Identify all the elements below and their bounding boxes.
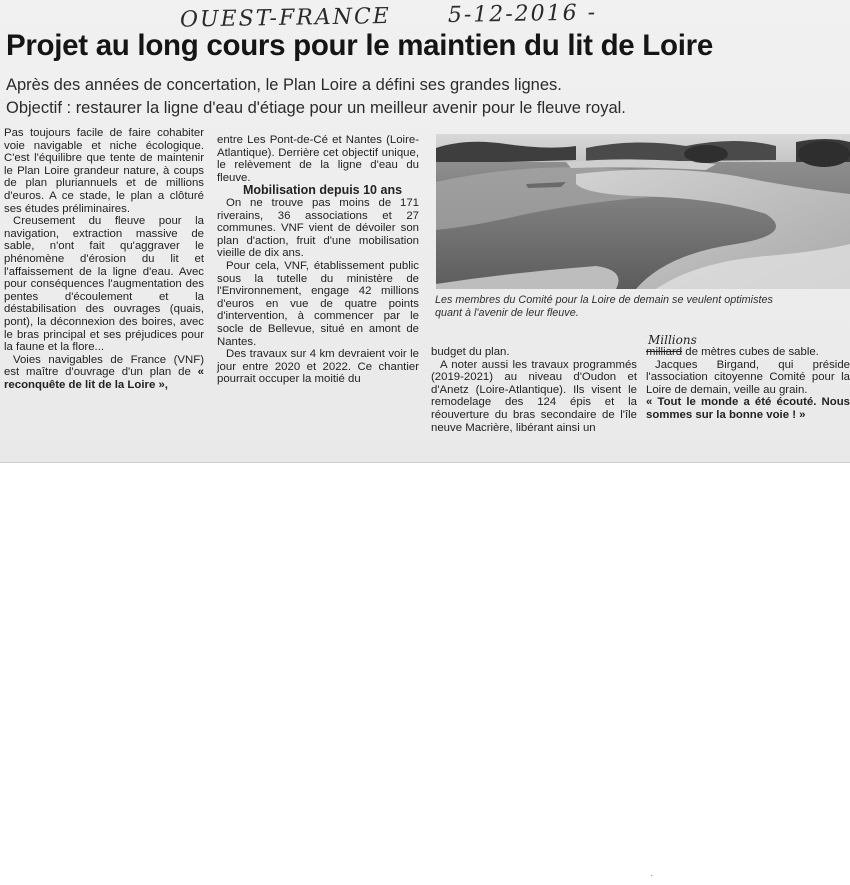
closing-quote: « Tout le monde a été écouté. Nous sommes sur la bonne voie ! » <box>646 396 850 421</box>
caption-line-2: quant à l'avenir de leur fleuve. <box>435 307 579 319</box>
handwritten-correction: Millions <box>648 333 697 347</box>
subhead-line-1: Après des années de concertation, le Plan Loire a défini ses grandes lignes. <box>6 76 562 94</box>
subhead-line-2: Objectif : restaurer la ligne d'eau d'étiage pour un meilleur avenir pour le fleuve royal. <box>6 99 626 117</box>
paragraph: entre Les Pont-de-Cé et Nantes (Loire-Atlantique). Derrière cet objectif unique, le relèvement de la ligne d'eau du fleuve. <box>217 134 419 184</box>
article-column-2 <box>217 134 419 386</box>
article-subhead <box>6 74 846 120</box>
river-photo <box>436 134 850 289</box>
scan-speck: · <box>650 870 654 881</box>
article-column-1 <box>4 127 204 391</box>
paragraph: Creusement du fleuve pour la navigation, extraction massive de sable, n'ont fait qu'aggraver le phénomène d'érosion du lit et l'affaissement de la ligne d'eau. Avec pour conséquences l'augmentation des pentes d'écoulement et la déstabilisation des ouvrages (quais, pont), la déconnexion des boires, avec le bras principal et ses préjudices pour la faune et la flore... <box>4 215 204 354</box>
struck-word: milliard <box>646 346 683 358</box>
quoted-phrase: « reconquête de lit de la Loire », <box>4 366 204 391</box>
caption-line-1: Les membres du Comité pour la Loire de demain se veulent optimistes <box>435 294 773 306</box>
photo-caption <box>435 294 835 320</box>
paragraph: Jacques Birgand, qui préside l'association citoyenne Comité pour la Loire de demain, veille au grain. <box>646 358 850 396</box>
intertitle: Mobilisation depuis 10 ans <box>242 183 403 198</box>
paragraph <box>4 354 204 392</box>
handwritten-date: 5-12-2016 - <box>447 0 598 28</box>
paragraph: A noter aussi les travaux programmés (2019-2021) au niveau d'Oudon et d'Anetz (Loire-Atlantique). Ils visent le remodelage des 124 épis et la réouverture du bras secondaire de l'île neuve Macrière, libérant ainsi un <box>431 358 637 434</box>
paragraph <box>646 346 850 359</box>
paragraph: Pas toujours facile de faire cohabiter voie navigable et niche écologique. C'est l'équilibre que tente de maintenir le Plan Loire grandeur nature, à coups de plan pluriannuels et de millions d'euros. A ce stade, le plan a clôturé ses études préliminaires. <box>4 127 204 215</box>
paragraph-text: Voies navigables de France (VNF) est maître d'ouvrage d'un plan de <box>4 353 204 379</box>
paragraph: budget du plan. <box>431 346 510 358</box>
handwritten-publication: OUEST-FRANCE <box>179 3 392 33</box>
article-column-3 <box>431 334 637 434</box>
paragraph-text: de mètres cubes de sable. <box>682 346 819 358</box>
paragraph: Des travaux sur 4 km devraient voir le jour entre 2020 et 2022. Ce chantier pourrait occuper la moitié du <box>217 348 419 386</box>
paragraph: Pour cela, VNF, établissement public sous la tutelle du ministère de l'Environnement, engage 42 millions d'euros en vue de quatre points d'intervention, à commencer par le socle de Bellevue, situé en amont de Nantes. <box>217 259 419 348</box>
loire-sandbank-image <box>436 134 850 289</box>
article-headline: Projet au long cours pour le maintien du lit de Loire <box>6 29 713 62</box>
paragraph: On ne trouve pas moins de 171 riverains, 36 associations et 27 communes. VNF vient de dévoiler son plan d'action, fruit d'une mobilisation vieille de dix ans. <box>217 196 419 260</box>
article-column-4 <box>646 334 850 422</box>
